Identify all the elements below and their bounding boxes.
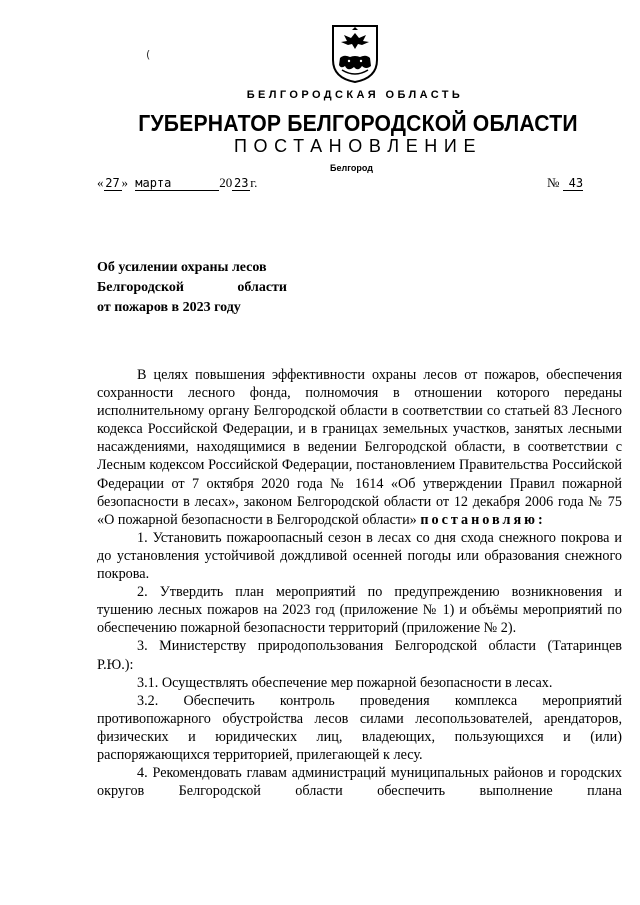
title-line-1: Об усилении охраны лесов bbox=[97, 260, 267, 275]
clause-3: 3. Министерству природопользования Белгородской области (Татаринцев Р.Ю.): bbox=[97, 638, 622, 673]
preamble-text: В целях повышения эффективности охраны лесов от пожаров, обеспечения сохранности лесного фонда, полномочия в отношении которого переданы исполнительному органу Белгородской области в соответствии со статьей 83 Лесного кодекса Российской Федерации, и в границах земельных участков, занятых лесными насаждениями, находящимися в ведении Белгородской области, в соответствии с Лесным кодексом Российской Федерации, постановлением Правительства Российской Федерации от 7 октября 2020 года № 1614 «Об утверждении Правил пожарной безопасности в лесах», законом Белгородской области от 12 декабря 2006 года № 75 «О пожарной безопасности в Белгородской области» bbox=[97, 367, 622, 528]
clause-4: 4. Рекомендовать главам администраций муниципальных районов и городских округов Белгородской области обеспечить выполнение плана bbox=[97, 765, 622, 800]
resolve-word: постановляю: bbox=[420, 511, 546, 528]
date-month: марта bbox=[135, 176, 219, 191]
date-line bbox=[97, 175, 257, 191]
document-title bbox=[97, 258, 287, 318]
date-close-quote: » bbox=[121, 175, 128, 190]
city-name: Белгород bbox=[330, 163, 373, 173]
number-value: 43 bbox=[563, 176, 583, 191]
date-open-quote: « bbox=[97, 175, 104, 190]
title-line-3: от пожаров в 2023 году bbox=[97, 300, 241, 315]
clause-3-1: 3.1. Осуществлять обеспечение мер пожарной безопасности в лесах. bbox=[137, 674, 553, 691]
date-year-unit: г. bbox=[250, 175, 258, 190]
coat-of-arms-emblem bbox=[330, 24, 380, 84]
governor-heading: ГУБЕРНАТОР БЕЛГОРОДСКОЙ ОБЛАСТИ bbox=[138, 110, 578, 136]
date-day: 27 bbox=[105, 176, 120, 190]
document-body bbox=[97, 366, 622, 800]
clause-3-2: 3.2. Обеспечить контроль проведения комплекса мероприятий противопожарного обустройства лесов силами лесопользователей, арендаторов, физических и юридических лиц, владеющих, пользующихся и (или) распоряжающихся территорией, прилегающей к лесу. bbox=[97, 692, 622, 763]
preamble-paragraph bbox=[97, 366, 622, 529]
document-number bbox=[547, 175, 583, 191]
region-name: БЕЛГОРОДСКАЯ ОБЛАСТЬ bbox=[246, 89, 464, 101]
number-label: № bbox=[547, 175, 560, 190]
date-year-suffix: 23 bbox=[234, 176, 249, 190]
document-type: ПОСТАНОВЛЕНИЕ bbox=[233, 136, 483, 156]
stray-mark: ( bbox=[146, 48, 151, 61]
date-year-prefix: 20 bbox=[219, 175, 233, 190]
clause-2: 2. Утвердить план мероприятий по предупреждению возникновения и тушению лесных пожаров на 2023 год (приложение № 1) и объёмы мероприятий по обеспечению пожарной безопасности территорий (приложение № 2). bbox=[97, 584, 622, 637]
title-line-2: Белгородской области bbox=[97, 280, 287, 295]
clause-1: 1. Установить пожароопасный сезон в лесах со дня схода снежного покрова и до установления устойчивой дождливой осенней погоды или образования снежного покрова. bbox=[97, 529, 622, 583]
